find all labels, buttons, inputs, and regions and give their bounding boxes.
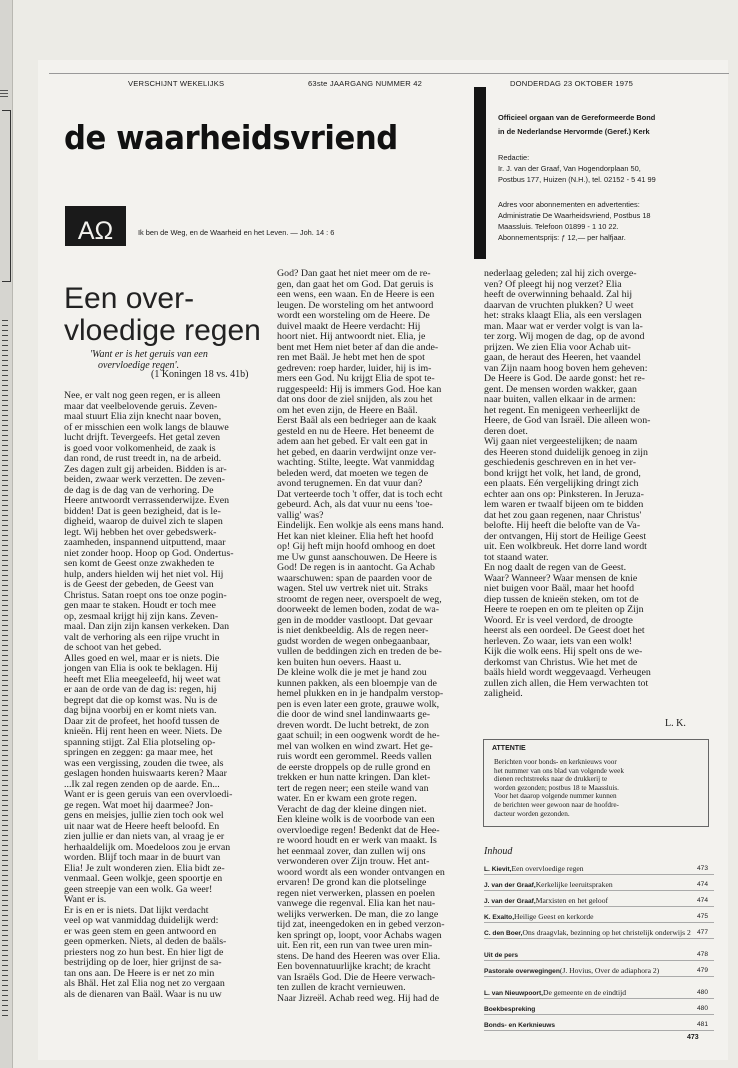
article-line: om het even zijn, de Heere en Baäl. [277, 404, 418, 416]
article-line: hoort niet. Hij antwoordt niet. Elia, je [277, 331, 426, 342]
article-line: gudst worden de wegen onbegaanbaar, [277, 635, 430, 647]
article-line: kunnen pakken, als een bloempje van de [277, 677, 437, 689]
attentie-body [494, 758, 702, 818]
article-line: man. Maar wat er verder volgt is van la- [484, 320, 643, 332]
toc-author: L. van Nieuwpoort, [484, 990, 543, 997]
toc-entry [484, 966, 714, 977]
article-line: maal. Dan zijn zijn kansen verkeken. Dan [64, 621, 230, 632]
article-line: Waar? Wanneer? Waar mensen de knie [484, 572, 638, 584]
article-line: een plaats. Eén vergelijking dringt zich [484, 478, 639, 489]
article-line: een wens, een waan. En de Heere is een [277, 289, 435, 300]
article-line: ven? Of pleegt hij nog verzet? Elia [484, 278, 622, 290]
attentie-line: dienen rechtstreeks naar de drukkerij te [494, 775, 608, 784]
article-line: water. En er kwam een grote regen. [277, 793, 417, 804]
article-line: nederlaag geleden; zal hij zich overge- [484, 268, 637, 279]
article-title-line-2: vloedige regen [64, 314, 261, 347]
article-line: Wij gaan niet vergeestelijken; de naam [484, 436, 638, 447]
toc-entry [484, 896, 714, 907]
article-line: ge regen. Wat moet hij daarmee? Jon- [64, 799, 214, 811]
article-line: belofte. Hij heeft die belofte van de Va- [484, 520, 641, 531]
article-line: woord wordt als een wonder ontvangen en [277, 866, 445, 878]
article-line: derkomst van Christus. Wie het met de [484, 656, 638, 668]
article-line: is de Geest der gebeden, de Geest van [64, 579, 214, 590]
toc-page: 475 [696, 913, 708, 920]
article-line: op, zesmaal krijgt hij zijn kans. Zeven- [64, 610, 219, 622]
article-quote [90, 349, 270, 371]
article-line: waarschuwen: span de paarden voor de [277, 572, 432, 584]
article-line: baäls hield wordt weggevaagd. Verheugen [484, 667, 651, 678]
article-line: En nog daalt de regen van de Geest. [484, 562, 627, 573]
toc-entry [484, 1004, 714, 1015]
article-column-2 [277, 269, 474, 1004]
article-column-1 [64, 391, 268, 1000]
article-line: tot staand water. [484, 551, 549, 563]
toc-page: 477 [696, 929, 708, 936]
article-line: priesters nog zo hun best. En hier ligt de [64, 946, 224, 958]
article-line: gen maar te staken. Houdt er toch mee [64, 600, 216, 611]
article-line: ken buiten hun oevers. Haast u. [277, 656, 402, 668]
article-line: avond terugnemen. En dat vuur dan? [277, 478, 423, 489]
article-line: tan ons aan. De Heere is er net zo min [64, 967, 215, 979]
article-line: legt. Wij hebben het over gebedswerk- [64, 526, 217, 538]
article-line: geslagen honden huiswaarts keren? Maar [64, 768, 227, 779]
article-line: tijd zat, ineengedoken en in gebed verzon- [277, 919, 445, 930]
quote-reference: (1 Koningen 18 vs. 41b) [151, 369, 249, 380]
article-line: gesteld en nu de Heere. Het beneemt de [277, 425, 434, 437]
article-line: zaamheden, inspannend uitputtend, maar [64, 537, 226, 548]
article-line: niet buigen voor Baäl, maar het hoofd [484, 583, 635, 594]
toc-entry [484, 880, 714, 891]
article-line: wagen. Stel uw vertrek niet uit. Straks [277, 583, 428, 594]
toc-page: 473 [696, 865, 708, 872]
article-line: naar buiten, vallen elkaar in de armen: [484, 394, 636, 405]
attentie-line: de berichten weer gewoon naar de hoofdre- [494, 800, 619, 809]
redactie-label: Redactie: [498, 153, 530, 162]
article-line: bent met Hem niet beter af dan die ande- [277, 341, 439, 353]
article-line: Zes dagen zult gij arbeiden. Bidden is ar- [64, 463, 227, 475]
attentie-line: Voor het daarop volgende nummer kunnen [494, 792, 617, 801]
article-line: bestrijding op de loer, hier grijnst de sa- [64, 957, 222, 968]
article-line: dreven wordt. De lucht betrekt, de zon [277, 719, 429, 731]
article-line: dat het zou gaan regenen, naar Christus' [484, 509, 642, 521]
article-line: Veracht de dag der kleine dingen niet. [277, 803, 427, 815]
toc-page: 474 [696, 897, 708, 904]
article-line: lucht drijft. Tevergeefs. Het getal zeven [64, 432, 221, 443]
article-line: bond krijgt het volk, het land, de grond, [484, 467, 641, 479]
adres-line-1: Adres voor abonnementen en advertenties: [498, 200, 640, 209]
article-line: Daar zit de profeet, het hoofd tussen de [64, 715, 220, 727]
article-line: spanning stijgt. Zal Elia plotseling op- [64, 736, 216, 748]
article-line: sen komt de Geest onze zwakheden te [64, 558, 215, 569]
article-line: geen streepje van een wolk. Ga weer! [64, 883, 213, 895]
toc-entry [484, 988, 714, 999]
article-line: gebeurd. Ach, als dat vuur nu eens 'toe- [277, 499, 433, 510]
article-line: er aan de orde van de dag is: regen, hij [64, 684, 217, 695]
article-line: geschiedenis geschreven en in het ver- [484, 457, 636, 468]
toc-author: K. Exalto, [484, 914, 515, 921]
article-line: dag bijna voorbij en er komt niets van. [64, 705, 217, 716]
redactie-line-2: Postbus 177, Huizen (N.H.), tel. 02152 - 5 41 99 [498, 175, 656, 184]
article-line: van Zijn naam hoog boven hem geheven: [484, 362, 648, 374]
toc-author: J. van der Graaf, [484, 898, 536, 905]
article-line: God? Dan gaat het niet meer om de re- [277, 268, 431, 279]
article-line: uit. Een rit, een run van twee uren min- [277, 940, 433, 951]
article-line: maal stuurt Elia zijn knecht naar boven, [64, 411, 222, 422]
masthead-title: de waarheidsvriend [64, 118, 398, 157]
article-line: de eerste droppels op de rulle grond en [277, 761, 431, 773]
article-line: Heere antwoordt verrassenderwijze. Even [64, 495, 230, 506]
inhoud-title: Inhoud [484, 846, 513, 857]
article-line: springen en zeggen: ga maar mee, het [64, 747, 213, 758]
article-line: Want er is geen geruis van een overvloedi- [64, 789, 233, 800]
logo-text: AΩ [77, 217, 114, 245]
article-line: veel op wat vanmiddag duidelijk werd: [64, 915, 219, 926]
article-line: pen is even later een grote, grauwe wolk, [277, 698, 440, 710]
binding-edge [0, 0, 13, 1068]
article-line: welijks verwerken. De man, die zo lange [277, 908, 439, 920]
article-line: God! De regen is in aantocht. Ga Achab [277, 562, 435, 573]
article-column-3 [484, 269, 706, 700]
attentie-title: ATTENTIE [492, 745, 526, 752]
article-line: diep tussen de knieën steken, om tot de [484, 593, 639, 605]
article-line: wordt een worsteling om de Heere. De [277, 310, 430, 321]
toc-text: Heilige Geest en kerkorde [514, 912, 594, 921]
toc-page: 479 [696, 967, 708, 974]
article-line: valt de verhoring als een rijpe vrucht in [64, 631, 220, 643]
article-line: de dag is de dag van de verhoring. De [64, 484, 214, 496]
attentie-line: worden gezonden; postbus 18 te Maassluis. [494, 783, 619, 792]
article-line: ...Ik zal regen zenden op de aarde. En... [64, 778, 220, 790]
article-line: het: straks klaagt Elia, als een verslagen [484, 310, 642, 321]
toc-text: Een overvloedige regen [511, 864, 584, 873]
redactie-line-1: Ir. J. van der Graaf, Van Hogendorplaan 50, [498, 164, 641, 173]
official-line-1: Officieel orgaan van de Gereformeerde Bond [498, 113, 656, 122]
adres-line-2: Administratie De Waarheidsvriend, Postbus 18 [498, 211, 651, 220]
article-line: regen niet verwerken, plassen en poelen [277, 887, 435, 899]
attentie-line: het nummer van ons blad van volgende week [494, 766, 624, 775]
article-line: het regent. En menigeen verheerlijkt de [484, 404, 640, 416]
article-line: het gebed, en daarin verdwijnt onze ver- [277, 446, 437, 458]
article-line: uit naar wat de Heere heeft beloofd. En [64, 820, 220, 832]
article-line: Dat verteerde toch 't offer, dat is toch echt [277, 488, 443, 500]
article-line: bidden! Dat is geen bezigheid, dat is le- [64, 505, 221, 517]
article-line: gen in de modder vastloopt. Dat gevaar [277, 614, 433, 626]
article-line: me Uw gunst aanschouwen. De Heere is [277, 551, 437, 563]
toc-text: Ons draagvlak, bezinning op het christelijk onderwijs 2 [522, 928, 691, 937]
article-line: Een kleine wolk is de voorbode van een [277, 814, 435, 825]
article-line: De Heere is God. De aarde gonst: het re- [484, 373, 645, 384]
toc-author: Pastorale overwegingen [484, 968, 560, 975]
toc-text: Kerkelijke leeruitspraken [535, 880, 613, 889]
binding-marks [0, 90, 10, 99]
article-line: was een vergissing, zouden die twee, als [64, 757, 224, 769]
article-line: wachting. Stilte, leegte. Wat vanmiddag [277, 457, 435, 468]
article-line: uit. Een wolkbreuk. Het dorre land wordt [484, 541, 647, 552]
article-line: gaat schuil; in een oogwenk wordt de he- [277, 730, 440, 741]
adres-line-3: Maassluis. Telefoon 01899 - 1 10 22. [498, 222, 619, 231]
header-volume: 63ste JAARGANG NUMMER 42 [308, 79, 423, 88]
article-line: begrept dat die op komst was. Nu is de [64, 694, 218, 706]
toc-text: Marxisten en het geloof [535, 896, 609, 905]
article-line: ter zorg. Wij mogen de dag, op de avond [484, 331, 645, 342]
toc-page: 480 [696, 989, 708, 996]
toc-page: 478 [696, 951, 708, 958]
article-line: knieën. Hij rent heen en weer. Niets. De [64, 726, 222, 737]
article-line: der ontvangen, Hij stort de Heilige Geest [484, 530, 647, 542]
article-line: duivel maakt de Heere verdacht: Hij [277, 320, 421, 332]
article-line: prijzen. We zien Elia voor Achab uit- [484, 341, 631, 353]
toc-page: 481 [696, 1021, 708, 1028]
article-line: des Heeren stond duidelijk genoeg in zijn [484, 446, 648, 458]
article-line: hemel plukken en in je handpalm verstop- [277, 688, 444, 699]
article-line: heeft de overwinning behaald. Zal hij [484, 289, 633, 300]
toc-author: L. Kievit, [484, 866, 512, 873]
article-line: gen, dan gaat het om God. Dat geruis is [277, 278, 434, 290]
header-frequency: VERSCHIJNT WEKELIJKS [128, 79, 225, 88]
toc-page: 480 [696, 1005, 708, 1012]
toc-author: Uit de pers [484, 952, 519, 959]
article-line: trekken er hun natte kringen. Dan klet- [277, 772, 431, 783]
article-line: zaligheid. [484, 688, 523, 699]
quote-line-2: overvloedige regen'. [98, 360, 180, 371]
article-line: niet zonder hoop. Hoop op God. Ondertus- [64, 547, 234, 559]
article-title [64, 283, 261, 347]
article-line: is goed voor volkomenheid, de zaak is [64, 442, 216, 454]
article-line: ruis wordt een gerommel. Reeds vallen [277, 751, 432, 762]
article-line: ervaren! De grond kan die plotselinge [277, 877, 427, 888]
toc-text: De gemeente en de eindtijd [542, 988, 627, 997]
alpha-omega-logo [65, 206, 126, 246]
article-line: de schoot van het gebed. [64, 642, 162, 653]
article-line: echter aan ons op: Pinksteren. In Jeruza- [484, 488, 644, 500]
masthead-motto: Ik ben de Weg, en de Waarheid en het Leven. — Joh. 14 : 6 [138, 228, 335, 237]
binding-bracket [2, 110, 11, 282]
toc-author: Bonds- en Kerknieuws [484, 1022, 556, 1029]
article-line: verwonderen over Zijn trouw. Het ant- [277, 856, 430, 867]
toc-entry [484, 950, 714, 961]
top-rule [49, 73, 729, 74]
article-line: Eindelijk. Een wolkje als eens mans hand. [277, 520, 444, 531]
article-line: van Israëls God. Die de Heere verwach- [277, 971, 436, 983]
article-line: Eerst Baäl als een bedrieger aan de kaak [277, 415, 437, 426]
article-line: deren doet. [484, 425, 528, 437]
article-line: als Bhäl. Het zal Elia nog net zo vergaan [64, 978, 225, 989]
toc-author: J. van der Graaf, [484, 882, 536, 889]
page-number: 473 [687, 1034, 699, 1041]
article-line: heerst als een oordeel. De Geest doet het [484, 625, 645, 636]
article-line: De kleine wolk die je met je hand zou [277, 667, 427, 678]
article-line: gaan, de heraut des Heeren, het vaandel [484, 352, 641, 363]
toc-author: Boekbespreking [484, 1006, 536, 1013]
article-line: het eenmaal zover, dan zullen wij ons [277, 845, 426, 857]
article-line: Alles goed en wel, maar er is niets. Die [64, 652, 220, 664]
attentie-line: Berichten voor bonds- en kerknieuws voor [494, 758, 617, 766]
article-signature: L. K. [665, 718, 686, 729]
article-line: ren met Baäl. Je hebt met hen de spot [277, 352, 425, 363]
header-black-bar [474, 87, 486, 259]
article-line: Christus. Satan roept ons toe onze pogin- [64, 589, 227, 601]
toc-entry [484, 1020, 714, 1031]
article-line: mel van wolken en wind zwart. Het ge- [277, 740, 433, 752]
article-line: daarvan de vruchten plukken? U weet [484, 299, 634, 311]
article-line: vanwege die regenval. Elia kan het nau- [277, 898, 436, 909]
article-line: leugen. De worsteling om het antwoord [277, 299, 434, 311]
article-line: gens en meisjes, jullie zien toch ook wel [64, 810, 224, 821]
article-line: die door de wind snel landinwaarts ge- [277, 709, 431, 720]
article-line: digheid, waarop de duivel zich te slapen [64, 516, 223, 527]
toc-entry [484, 928, 714, 939]
toc-entry [484, 912, 714, 923]
article-title-line-1: Een over- [64, 282, 195, 315]
article-line: lem waren er twaalf bijeen om te bidden [484, 499, 644, 510]
article-line: worden. Blijf toch maar in de buurt van [64, 852, 221, 863]
official-line-2: in de Nederlandse Hervormde (Geref.) Kerk [498, 127, 650, 136]
article-line: zullen zich allen, die Hem verwachten tot [484, 677, 649, 689]
toc-entry [484, 864, 714, 875]
article-line: Woord. Er is veel verdord, de droogte [484, 614, 633, 626]
article-line: gent. De mensen worden wakker, gaan [484, 383, 637, 395]
article-line: heeft met Elia meegeleefd, hij weet wat [64, 673, 221, 685]
attentie-box [483, 739, 709, 827]
article-line: als de dienaren van Baäl. Waar is nu uw [64, 988, 222, 1000]
article-line: op! Gij heft mijn hoofd omhoog en doet [277, 541, 436, 552]
article-line: Een bovennatuurlijke kracht; de kracht [277, 961, 431, 972]
article-line: Nee, er valt nog geen regen, er is alleen [64, 390, 221, 401]
article-line: vullen de beddingen zich en treden de be- [277, 646, 442, 657]
article-line: stens. De hand des Heeren was over Elia. [277, 950, 441, 962]
article-line: Elia! Je zult wonderen zien. Elia bidt ze- [64, 862, 225, 874]
article-line: re woord houdt en er werk van maakt. Is [277, 835, 437, 846]
article-line: Heere, de God van Israël. Die alleen won- [484, 415, 651, 426]
article-line: Kijk die wolk eens. Hij spelt ons de we- [484, 646, 643, 657]
article-line: gedreven: roep harder, luider, hij is im- [277, 362, 432, 374]
article-line: dat ons door de ziel snijden, als zou het [277, 394, 433, 405]
article-line: ruggespeeld: Hij is immers God. Hoe kan [277, 383, 442, 395]
header-date: DONDERDAG 23 OKTOBER 1975 [510, 79, 634, 88]
article-line: mers een God. Nu krijgt Elia de spot te- [277, 373, 435, 384]
article-line: geen opmerken. Niets, al deden de baäls- [64, 936, 227, 947]
attentie-line: dacteur worden gezonden. [494, 809, 570, 818]
article-line: tert de regen neer; een steile wand van [277, 782, 429, 794]
article-line: is niet denkbeeldig. Als de regen neer- [277, 625, 429, 636]
article-line: beleden werd, dat moeten we tegen de [277, 467, 429, 479]
article-line: zien jullie er dan niets van, al vraag je er [64, 831, 225, 842]
article-line: maar dat veelbelovende geruis. Zeven- [64, 400, 218, 412]
article-line: overvloedige regen! Bedenkt dat de Hee- [277, 824, 440, 836]
article-line: jongen van Elia is ook te beklagen. Hij [64, 663, 218, 674]
article-line: herleven. Zo waar, iets van een wolk! [484, 635, 633, 647]
adres-line-4: Abonnementsprijs: ƒ 12,— per halfjaar. [498, 233, 626, 242]
binding-texture [2, 320, 8, 1020]
article-line: beiden, zwaar werk verzetten. De zeven- [64, 474, 225, 485]
article-line: Want er is. [64, 894, 107, 905]
article-line: Naar Jizreël. Achab reed weg. Hij had de [277, 992, 440, 1004]
article-line: herhaaldelijk om. Moedeloos zou je ervan [64, 841, 231, 853]
article-line: adem aan het gebed. Er valt een gat in [277, 436, 428, 447]
article-line: ken springt op, loopt, voor Achabs wagen [277, 929, 442, 941]
article-line: doorweekt de lemen boden, zodat de wa- [277, 604, 440, 615]
article-line: ten zullen de kracht vernieuwen. [277, 982, 406, 993]
article-line: hulp, anders hielden wij het niet vol. Hij [64, 568, 224, 580]
article-line: stroomt de regen neer, overspoelt de weg, [277, 593, 442, 605]
article-line: of er misschien een wolk langs de blauwe [64, 421, 229, 433]
toc-page: 474 [696, 881, 708, 888]
toc-text: (J. Hovius, Over de adiaphora 2) [559, 966, 660, 975]
article-line: venmaal. Geen wolkje, geen spoortje en [64, 873, 223, 884]
article-line: vallig' was? [277, 509, 324, 521]
quote-line-1: 'Want er is het geruis van een [90, 349, 208, 360]
article-line: Er is en er is niets. Dat lijkt verdacht [64, 904, 209, 916]
article-line: Heere te roepen en om te pleiten op Zijn [484, 604, 644, 615]
toc-author: C. den Boer, [484, 930, 523, 937]
article-line: Het kan niet kleiner. Elia heft het hoofd [277, 530, 434, 542]
article-line: er was geen stem en geen antwoord en [64, 925, 217, 937]
article-line: dan rond, de rust treedt in, na de arbeid. [64, 453, 222, 464]
